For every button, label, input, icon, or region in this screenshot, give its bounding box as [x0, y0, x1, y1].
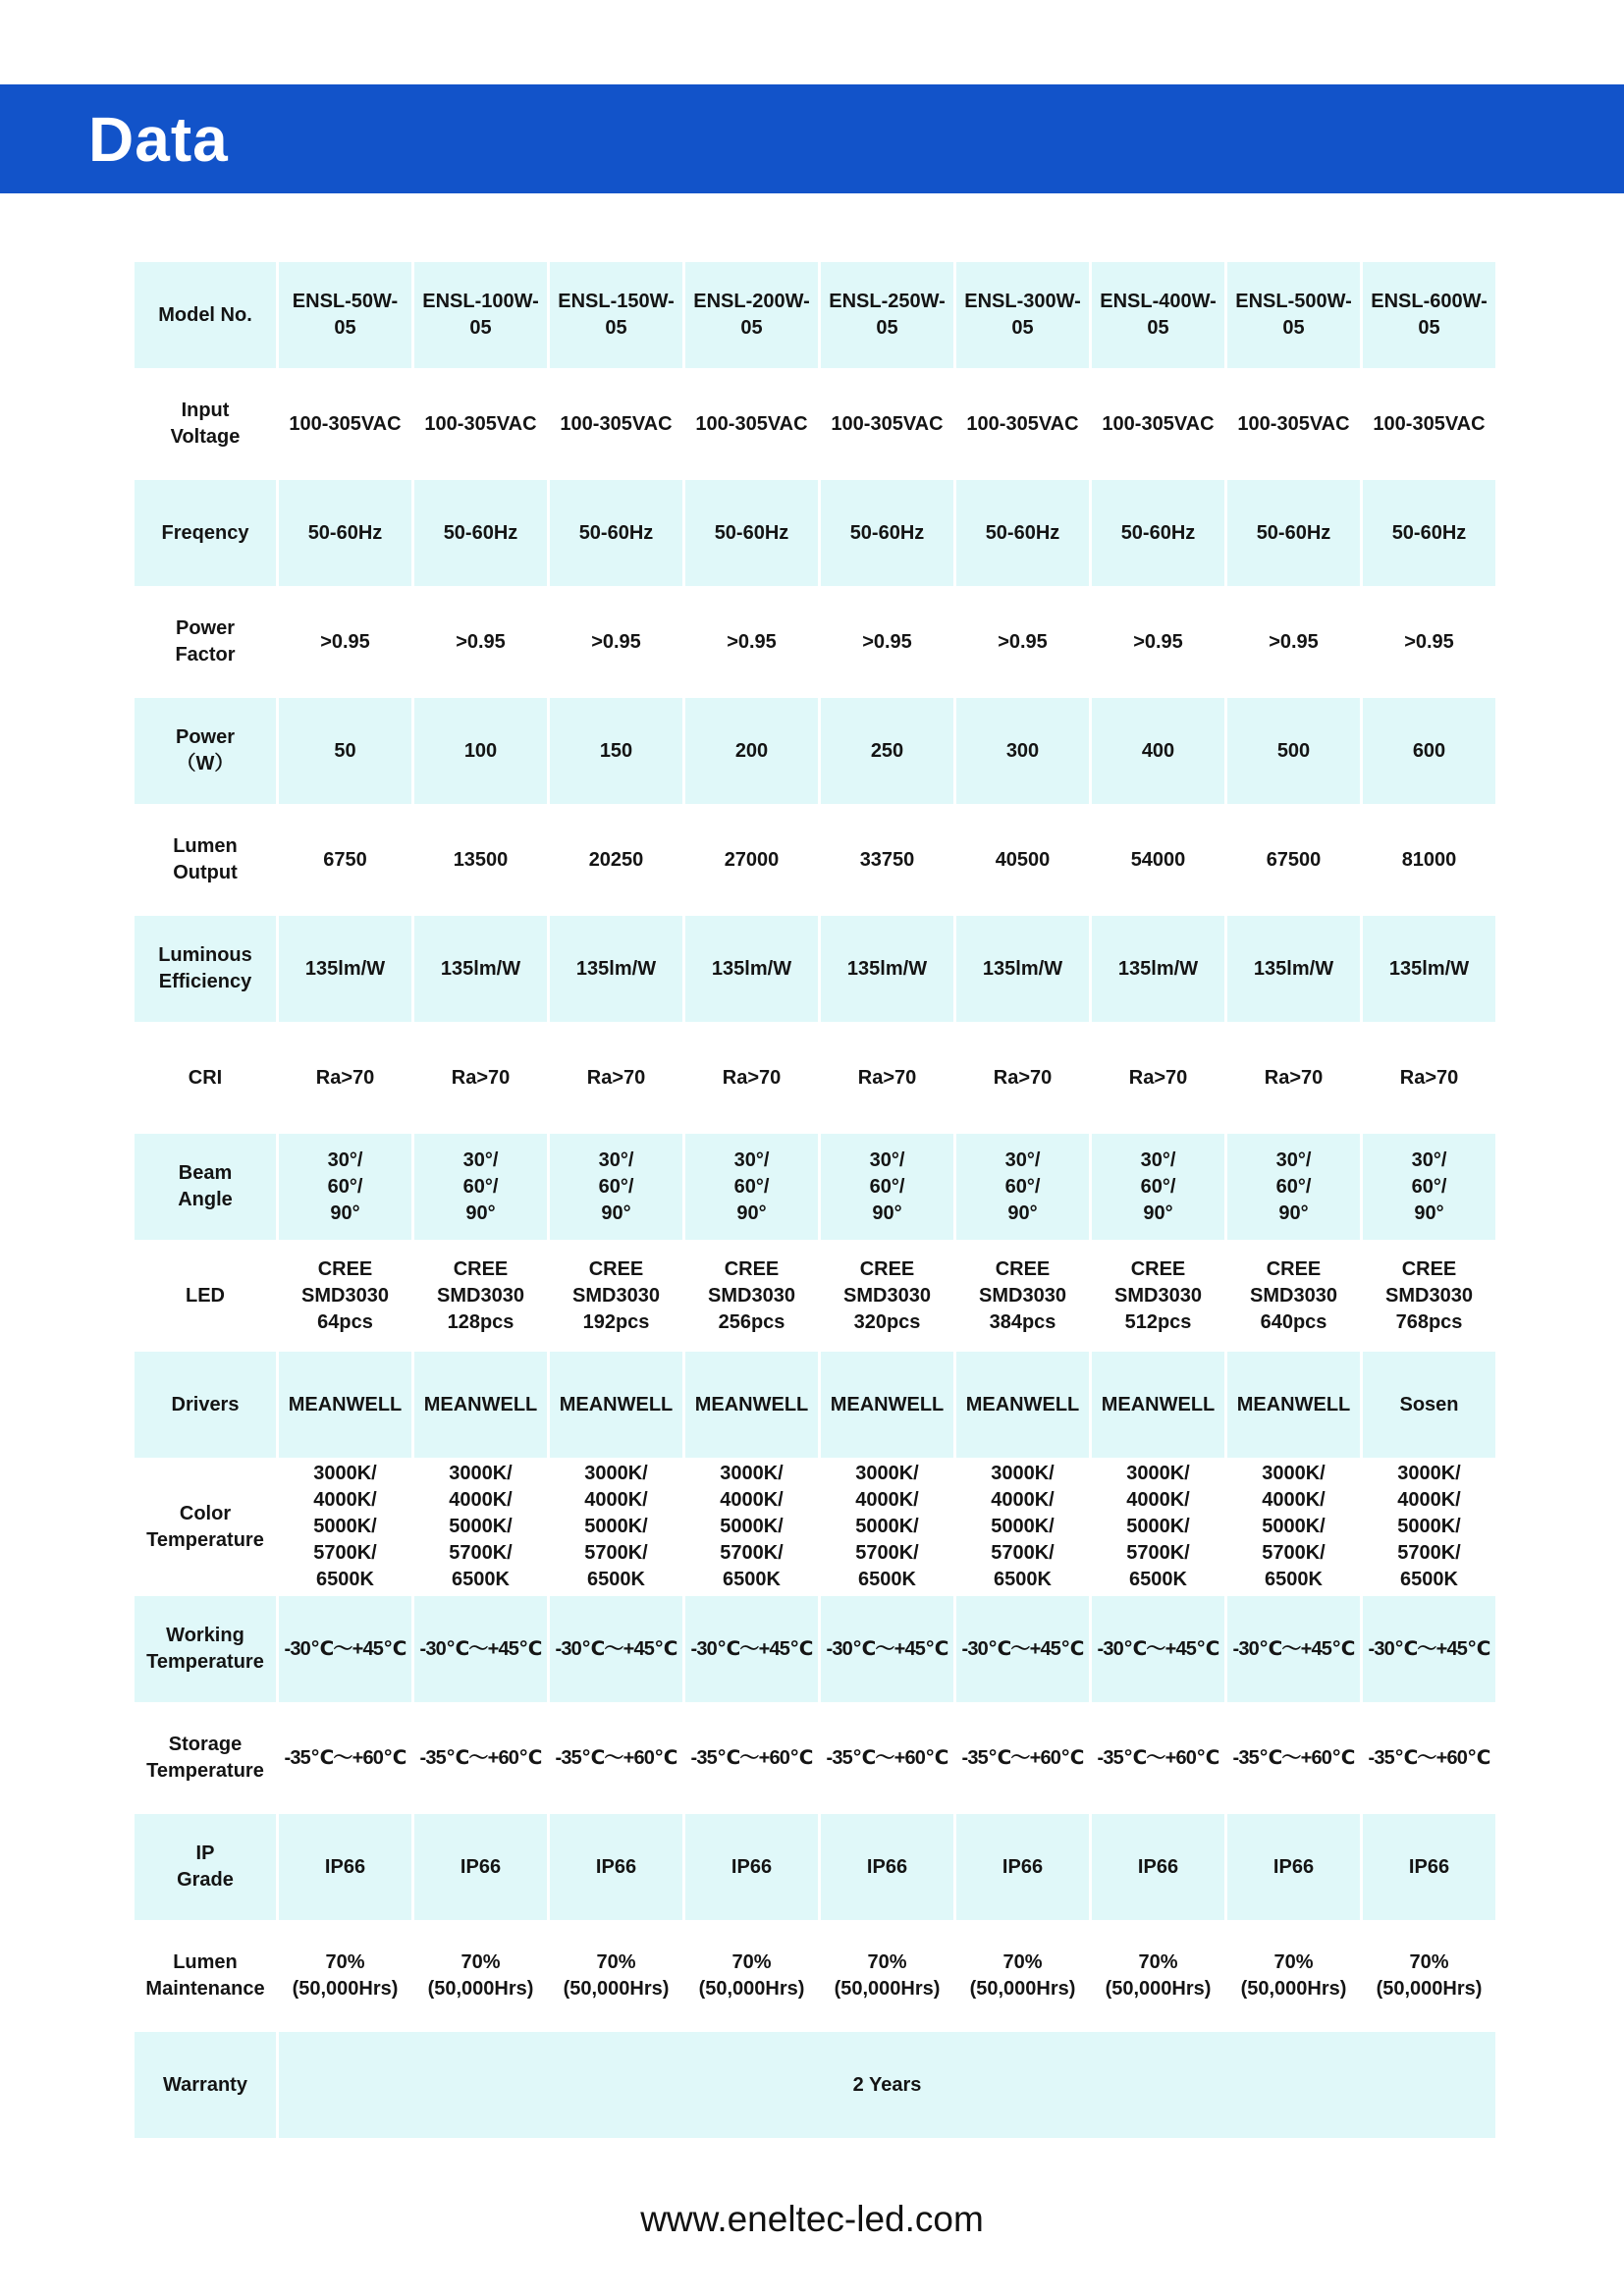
table-cell: CREE SMD3030 512pcs	[1092, 1243, 1224, 1349]
table-cell: >0.95	[685, 589, 818, 695]
table-cell: CREE SMD3030 320pcs	[821, 1243, 953, 1349]
table-cell: 50-60Hz	[414, 480, 547, 586]
table-cell: ENSL-400W- 05	[1092, 262, 1224, 368]
table-cell: CREE SMD3030 768pcs	[1363, 1243, 1495, 1349]
table-cell: MEANWELL	[279, 1352, 411, 1458]
table-cell: 50-60Hz	[685, 480, 818, 586]
row-label: Warranty	[135, 2032, 276, 2138]
table-cell: 135lm/W	[685, 916, 818, 1022]
table-cell: 30°/ 60°/ 90°	[685, 1134, 818, 1240]
table-cell: Ra>70	[550, 1025, 682, 1131]
table-cell: 50-60Hz	[279, 480, 411, 586]
table-cell: -35℃～+60℃	[550, 1705, 682, 1811]
table-row	[135, 807, 1495, 913]
table-cell: Ra>70	[821, 1025, 953, 1131]
table-cell: -30℃～+45℃	[279, 1596, 411, 1702]
table-cell: 100-305VAC	[279, 371, 411, 477]
table-cell: 3000K/ 4000K/ 5000K/ 5700K/ 6500K	[1227, 1461, 1360, 1593]
table-cell: 70% (50,000Hrs)	[956, 1923, 1089, 2029]
row-label: IP Grade	[135, 1814, 276, 1920]
table-cell: 70% (50,000Hrs)	[1092, 1923, 1224, 2029]
table-cell: 30°/ 60°/ 90°	[1092, 1134, 1224, 1240]
table-cell: 50-60Hz	[1227, 480, 1360, 586]
table-cell: -35℃～+60℃	[1363, 1705, 1495, 1811]
table-cell: 135lm/W	[956, 916, 1089, 1022]
table-cell: 3000K/ 4000K/ 5000K/ 5700K/ 6500K	[685, 1461, 818, 1593]
table-cell: MEANWELL	[821, 1352, 953, 1458]
table-cell: -30℃～+45℃	[550, 1596, 682, 1702]
table-cell: MEANWELL	[550, 1352, 682, 1458]
table-cell: CREE SMD3030 256pcs	[685, 1243, 818, 1349]
table-row	[135, 1705, 1495, 1811]
table-cell: >0.95	[821, 589, 953, 695]
table-row	[135, 1243, 1495, 1349]
row-label: Beam Angle	[135, 1134, 276, 1240]
table-cell: 100-305VAC	[1363, 371, 1495, 477]
spec-table	[132, 259, 1498, 2141]
row-label: CRI	[135, 1025, 276, 1131]
table-cell: 250	[821, 698, 953, 804]
table-row	[135, 371, 1495, 477]
table-cell: 81000	[1363, 807, 1495, 913]
table-row	[135, 1814, 1495, 1920]
table-cell: 30°/ 60°/ 90°	[414, 1134, 547, 1240]
row-label: Model No.	[135, 262, 276, 368]
table-cell: Ra>70	[1363, 1025, 1495, 1131]
table-cell: 100-305VAC	[550, 371, 682, 477]
table-cell: 40500	[956, 807, 1089, 913]
table-cell: ENSL-300W- 05	[956, 262, 1089, 368]
table-cell: >0.95	[1227, 589, 1360, 695]
table-cell: Ra>70	[414, 1025, 547, 1131]
table-cell: 150	[550, 698, 682, 804]
table-cell: 500	[1227, 698, 1360, 804]
table-cell: 54000	[1092, 807, 1224, 913]
table-cell: ENSL-150W- 05	[550, 262, 682, 368]
table-cell: 50-60Hz	[1363, 480, 1495, 586]
table-cell: IP66	[1092, 1814, 1224, 1920]
table-cell: 20250	[550, 807, 682, 913]
table-cell: 100-305VAC	[685, 371, 818, 477]
table-cell: 70% (50,000Hrs)	[279, 1923, 411, 2029]
header-banner	[0, 84, 1624, 193]
table-cell: 6750	[279, 807, 411, 913]
table-cell: 135lm/W	[1092, 916, 1224, 1022]
table-cell: IP66	[1363, 1814, 1495, 1920]
table-cell: >0.95	[550, 589, 682, 695]
table-cell: -35℃～+60℃	[821, 1705, 953, 1811]
table-cell: -30℃～+45℃	[1092, 1596, 1224, 1702]
table-cell: 30°/ 60°/ 90°	[279, 1134, 411, 1240]
table-row	[135, 1461, 1495, 1593]
table-cell: 70% (50,000Hrs)	[414, 1923, 547, 2029]
table-cell: 50-60Hz	[956, 480, 1089, 586]
table-cell: Ra>70	[685, 1025, 818, 1131]
table-cell: 135lm/W	[1227, 916, 1360, 1022]
table-cell: -35℃～+60℃	[685, 1705, 818, 1811]
table-cell: MEANWELL	[1092, 1352, 1224, 1458]
table-cell: IP66	[685, 1814, 818, 1920]
table-cell: 100-305VAC	[1092, 371, 1224, 477]
table-cell: 50-60Hz	[550, 480, 682, 586]
table-cell: IP66	[279, 1814, 411, 1920]
table-row	[135, 2032, 1495, 2138]
table-cell: ENSL-500W- 05	[1227, 262, 1360, 368]
table-cell: 50-60Hz	[821, 480, 953, 586]
table-cell: IP66	[956, 1814, 1089, 1920]
table-row	[135, 1025, 1495, 1131]
table-cell: ENSL-200W- 05	[685, 262, 818, 368]
table-cell: Ra>70	[279, 1025, 411, 1131]
table-cell: >0.95	[279, 589, 411, 695]
table-row	[135, 698, 1495, 804]
row-label: Working Temperature	[135, 1596, 276, 1702]
table-cell: IP66	[821, 1814, 953, 1920]
table-cell: IP66	[1227, 1814, 1360, 1920]
table-cell: ENSL-50W- 05	[279, 262, 411, 368]
row-label: Storage Temperature	[135, 1705, 276, 1811]
table-cell: IP66	[414, 1814, 547, 1920]
row-label: Luminous Efficiency	[135, 916, 276, 1022]
table-cell: CREE SMD3030 64pcs	[279, 1243, 411, 1349]
table-cell: Sosen	[1363, 1352, 1495, 1458]
table-cell: 70% (50,000Hrs)	[550, 1923, 682, 2029]
table-cell: 100-305VAC	[821, 371, 953, 477]
table-cell: -30℃～+45℃	[1363, 1596, 1495, 1702]
table-cell: 30°/ 60°/ 90°	[821, 1134, 953, 1240]
table-row	[135, 1596, 1495, 1702]
table-cell: 30°/ 60°/ 90°	[956, 1134, 1089, 1240]
table-cell: 27000	[685, 807, 818, 913]
table-cell: CREE SMD3030 128pcs	[414, 1243, 547, 1349]
table-cell: MEANWELL	[685, 1352, 818, 1458]
spec-table-body	[135, 262, 1495, 2138]
row-label: Input Voltage	[135, 371, 276, 477]
table-cell: 3000K/ 4000K/ 5000K/ 5700K/ 6500K	[956, 1461, 1089, 1593]
row-label: Lumen Maintenance	[135, 1923, 276, 2029]
table-cell: 70% (50,000Hrs)	[685, 1923, 818, 2029]
table-cell: 3000K/ 4000K/ 5000K/ 5700K/ 6500K	[821, 1461, 953, 1593]
table-cell: MEANWELL	[414, 1352, 547, 1458]
table-cell: MEANWELL	[1227, 1352, 1360, 1458]
table-cell: 67500	[1227, 807, 1360, 913]
table-cell: 400	[1092, 698, 1224, 804]
table-cell: 33750	[821, 807, 953, 913]
table-cell: 50-60Hz	[1092, 480, 1224, 586]
table-cell: -35℃～+60℃	[1092, 1705, 1224, 1811]
table-cell: ENSL-600W- 05	[1363, 262, 1495, 368]
table-cell: 135lm/W	[550, 916, 682, 1022]
table-cell: 70% (50,000Hrs)	[821, 1923, 953, 2029]
table-cell: -35℃～+60℃	[414, 1705, 547, 1811]
table-cell: 135lm/W	[1363, 916, 1495, 1022]
table-cell: 200	[685, 698, 818, 804]
table-cell: 70% (50,000Hrs)	[1363, 1923, 1495, 2029]
table-cell: -30℃～+45℃	[685, 1596, 818, 1702]
table-cell: 300	[956, 698, 1089, 804]
table-cell: 135lm/W	[414, 916, 547, 1022]
table-cell: 600	[1363, 698, 1495, 804]
table-cell: CREE SMD3030 192pcs	[550, 1243, 682, 1349]
table-cell: -30℃～+45℃	[821, 1596, 953, 1702]
table-cell: Ra>70	[956, 1025, 1089, 1131]
row-label: Lumen Output	[135, 807, 276, 913]
table-cell: 13500	[414, 807, 547, 913]
footer-url: www.eneltec-led.com	[640, 2199, 984, 2239]
table-cell: IP66	[550, 1814, 682, 1920]
table-cell: -30℃～+45℃	[1227, 1596, 1360, 1702]
row-label: Color Temperature	[135, 1461, 276, 1593]
table-row	[135, 916, 1495, 1022]
table-cell: >0.95	[1363, 589, 1495, 695]
row-label: Power （W）	[135, 698, 276, 804]
table-cell: 30°/ 60°/ 90°	[1363, 1134, 1495, 1240]
page-title: Data	[88, 104, 229, 175]
table-cell: 100-305VAC	[414, 371, 547, 477]
table-row	[135, 589, 1495, 695]
row-label: Power Factor	[135, 589, 276, 695]
table-cell: >0.95	[1092, 589, 1224, 695]
table-cell: 50	[279, 698, 411, 804]
table-row	[135, 1134, 1495, 1240]
table-row	[135, 1923, 1495, 2029]
table-cell: 3000K/ 4000K/ 5000K/ 5700K/ 6500K	[279, 1461, 411, 1593]
row-label: Drivers	[135, 1352, 276, 1458]
table-cell: 30°/ 60°/ 90°	[1227, 1134, 1360, 1240]
row-label: LED	[135, 1243, 276, 1349]
table-cell: ENSL-100W- 05	[414, 262, 547, 368]
table-cell: -30℃～+45℃	[414, 1596, 547, 1702]
table-row	[135, 480, 1495, 586]
table-cell: Ra>70	[1227, 1025, 1360, 1131]
table-cell: 3000K/ 4000K/ 5000K/ 5700K/ 6500K	[414, 1461, 547, 1593]
table-cell: 135lm/W	[279, 916, 411, 1022]
table-cell: -35℃～+60℃	[956, 1705, 1089, 1811]
table-cell: -30℃～+45℃	[956, 1596, 1089, 1702]
table-cell: CREE SMD3030 640pcs	[1227, 1243, 1360, 1349]
table-cell: 100-305VAC	[956, 371, 1089, 477]
table-cell: ENSL-250W- 05	[821, 262, 953, 368]
table-cell: 70% (50,000Hrs)	[1227, 1923, 1360, 2029]
table-cell: >0.95	[956, 589, 1089, 695]
table-cell: CREE SMD3030 384pcs	[956, 1243, 1089, 1349]
table-cell: 30°/ 60°/ 90°	[550, 1134, 682, 1240]
table-cell: >0.95	[414, 589, 547, 695]
table-cell: 100-305VAC	[1227, 371, 1360, 477]
table-cell: -35℃～+60℃	[1227, 1705, 1360, 1811]
table-row	[135, 262, 1495, 368]
table-cell: -35℃～+60℃	[279, 1705, 411, 1811]
table-cell: 3000K/ 4000K/ 5000K/ 5700K/ 6500K	[550, 1461, 682, 1593]
table-cell: 135lm/W	[821, 916, 953, 1022]
table-row	[135, 1352, 1495, 1458]
table-cell: 3000K/ 4000K/ 5000K/ 5700K/ 6500K	[1363, 1461, 1495, 1593]
table-cell: 3000K/ 4000K/ 5000K/ 5700K/ 6500K	[1092, 1461, 1224, 1593]
table-cell: 2 Years	[279, 2032, 1495, 2138]
table-cell: Ra>70	[1092, 1025, 1224, 1131]
table-cell: 100	[414, 698, 547, 804]
row-label: Freqency	[135, 480, 276, 586]
table-cell: MEANWELL	[956, 1352, 1089, 1458]
